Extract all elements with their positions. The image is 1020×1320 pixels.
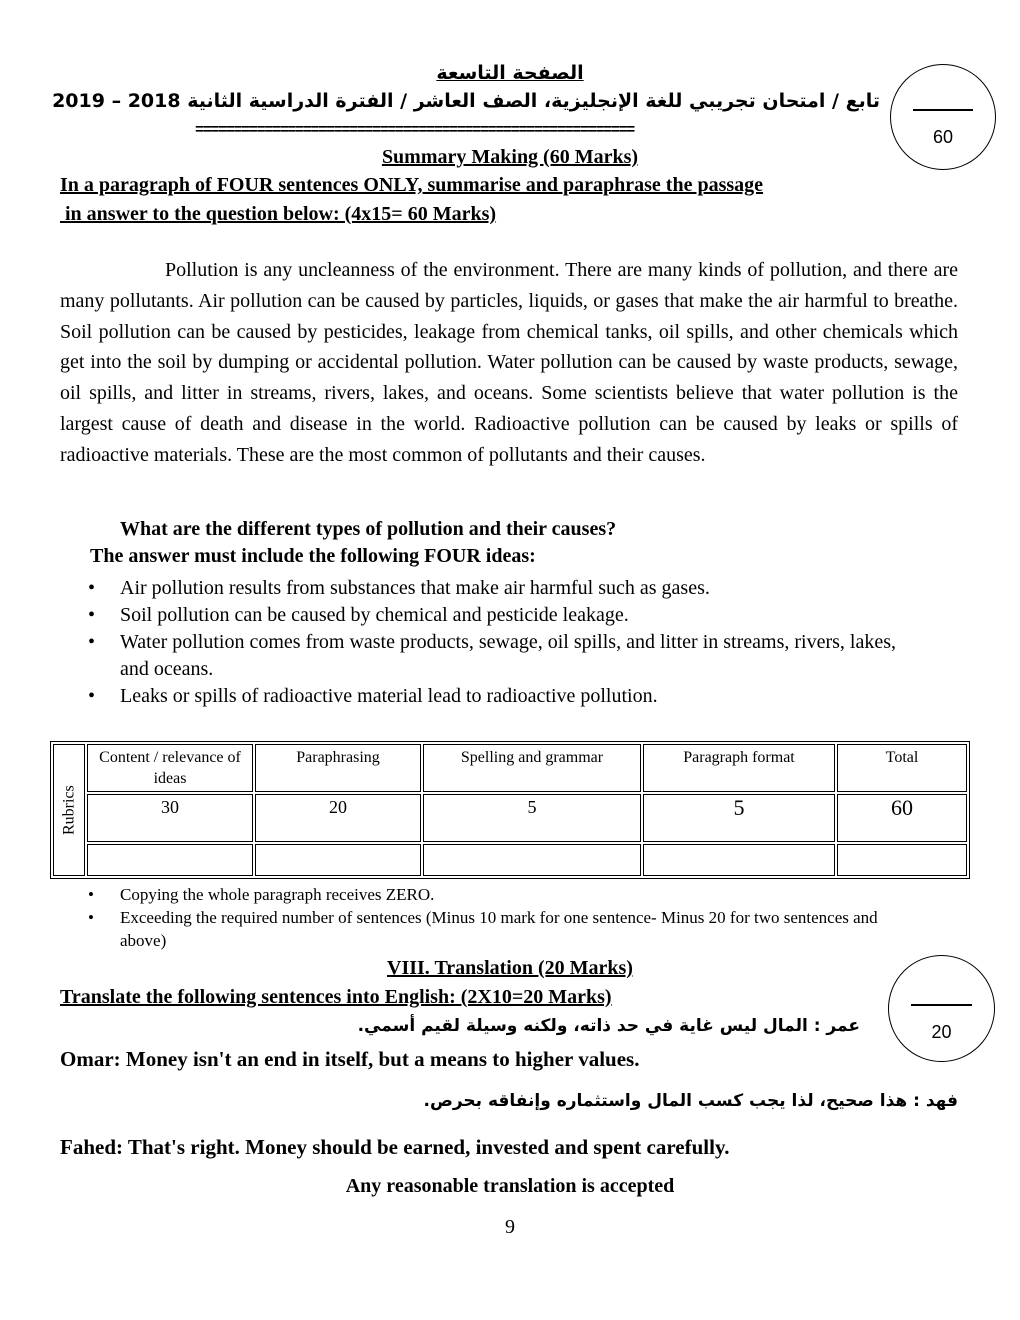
rubric-mark: 60 [837,794,967,842]
ideas-list [60,575,920,710]
translation-note: Any reasonable translation is accepted [345,1175,675,1197]
note-item: • Copying the whole paragraph receives ZERO. [60,883,910,906]
exam-header-arabic: تابع / امتحان تجريبي للغة الإنجليزية، الصف العاشر / الفترة الدراسية الثانية 2018 – 2019 [52,90,880,112]
summary-instruction-2: in answer to the question below: (4x15= 60 Marks) [60,203,497,225]
idea-item: • Soil pollution can be caused by chemical and pesticide leakage. [60,602,920,629]
rubric-header: Paraphrasing [255,744,421,792]
rubric-header: Paragraph format [643,744,835,792]
sentence-2-english: Fahed: That's right. Money should be earned, invested and spent carefully. [60,1135,730,1159]
rubric-header: Spelling and grammar [423,744,641,792]
separator: ========================================================= [195,122,634,139]
score-cell[interactable] [837,844,967,876]
rubrics-table [50,741,970,879]
translation-instruction: Translate the following sentences into English: (2X10=20 Marks) [60,986,612,1008]
note-item: • Exceeding the required number of sentences (Minus 10 mark for one sentence- Minus 20 for two sentences and above) [60,906,910,952]
summary-instruction-1: In a paragraph of FOUR sentences ONLY, summarise and paraphrase the passage [60,174,764,196]
notes-list [60,883,910,952]
rubrics-label: Rubrics [53,744,85,876]
rubric-mark: 5 [643,794,835,842]
rubric-header: Total [837,744,967,792]
page-title-arabic: الصفحة التاسعة [436,62,584,84]
idea-item: • Water pollution comes from waste products, sewage, oil spills, and litter in streams, rivers, lakes, and oceans. [60,629,920,683]
marks-circle-translation [888,955,995,1062]
summary-title: Summary Making (60 Marks) [381,146,639,168]
page-number: 9 [505,1216,515,1238]
sentence-1-arabic: عمر : المال ليس غاية في حد ذاته، ولكنه وسيلة لقيم أسمي. [357,1016,860,1036]
idea-item: • Air pollution results from substances that make air harmful such as gases. [60,575,920,602]
sentence-1-english: Omar: Money isn't an end in itself, but a means to higher values. [60,1047,640,1071]
marks-value: 20 [931,1022,952,1042]
score-cell[interactable] [643,844,835,876]
marks-value: 60 [932,127,954,147]
answer-intro: The answer must include the following FOUR ideas: [90,545,536,567]
rubric-mark: 5 [423,794,641,842]
passage [60,255,958,471]
passage-text: Pollution is any uncleanness of the environment. There are many kinds of pollution, and there are many pollutants. Air pollution can be caused by particles, liquids, or gases that make the air harmful to breathe. Soil pollution can be caused by pesticides, leakage from chemical tanks, oil spills, and other chemicals which get into the soil by dumping or accidental pollution. Water pollution can be caused by waste products, sewage, oil spills, and litter in streams, rivers, lakes, and oceans. Some scientists believe that water pollution is the largest cause of death and disease in the world. Radioactive pollution can be caused by leaks or spills of radioactive materials. These are the most common of pollutants and their causes. [60,259,958,466]
rubric-header: Content / relevance of ideas [87,744,253,792]
rubric-mark: 20 [255,794,421,842]
question: What are the different types of pollution and their causes? [120,518,617,540]
score-cell[interactable] [423,844,641,876]
score-cell[interactable] [87,844,253,876]
score-cell[interactable] [255,844,421,876]
sentence-2-arabic: فهد : هذا صحيح، لذا يجب كسب المال واستثماره وإنفاقه بحرص. [423,1091,958,1111]
rubric-mark: 30 [87,794,253,842]
translation-title: VIII. Translation (20 Marks) [387,957,633,979]
idea-item: • Leaks or spills of radioactive material lead to radioactive pollution. [60,683,920,710]
